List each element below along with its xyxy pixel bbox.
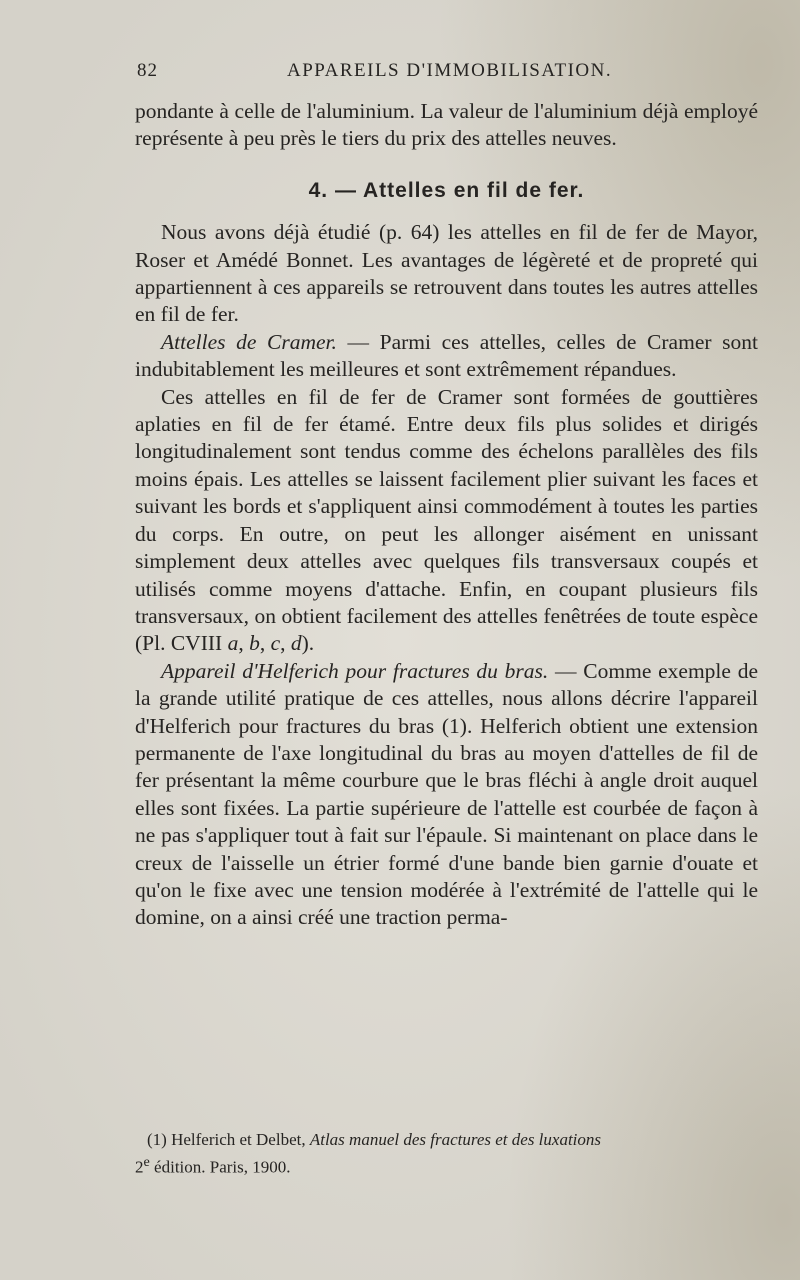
paragraph-cramer-description: Ces attelles en fil de fer de Cramer sont formées de gouttières aplaties en fil de fer étamé. Entre deux fils plus solides et dirigés longitudinalement sont tendus comme des échelons parallèles des fils moins épais. Les attelles se laissent facilement plier suivant les faces et suivant les bords et s'appliquent ainsi commodément à toutes les parties du corps. En outre, on peut les allonger aisément en unissant simplement deux attelles avec quelques fils transversaux coupés et utilisés comme moyens d'attache. Enfin, en coupant plusieurs fils transversaux, on obtient facilement des attelles fenêtrées de toute espèce (Pl. CVIII a, b, c, d). [135,384,758,656]
body-text [135,98,758,932]
plate-ref-b: b [249,631,260,656]
running-title: APPAREILS D'IMMOBILISATION. [287,60,613,81]
plate-ref-a: a [227,631,239,656]
page-header [137,60,757,88]
cramer-text: — Parmi ces attelles, celles de Cramer sont indubitablement les meilleures et sont extrêmement répandues. [135,329,758,382]
paragraph-intro: Nous avons déjà étudié (p. 64) les attelles en fil de fer de Mayor, Roser et Amédé Bonnet. Les avantages de légèreté et de propreté qui appartiennent à ces appareils se retrouvent dans toutes les autres attelles en fil de fer. [135,220,758,327]
footnote-edition-sup: e [143,1154,150,1170]
paragraph-continuation: pondante à celle de l'aluminium. La valeur de l'aluminium déjà employé représente à peu près le tiers du prix des attelles neuves. [135,99,758,151]
cramer-heading: Attelles de Cramer. [161,329,337,354]
footnote-edition [135,1151,758,1179]
cramer-description-text: Ces attelles en fil de fer de Cramer sont formées de gouttières aplaties en fil de fer étamé. Entre deux fils plus solides et dirigés longitudinalement sont tendus comme des échelons parallèles des fils moins épais. Les attelles se laissent facilement plier suivant les faces et suivant les bords et s'appliquent ainsi commodément à toutes les parties du corps. En outre, on peut les allonger aisément en unissant simplement deux attelles avec quelques fils transversaux coupés et utilisés comme moyens d'attache. Enfin, en coupant plusieurs fils transversaux, on obtient facilement des attelles fenêtrées de toute espèce (Pl. CVIII [135,384,758,656]
footnote-text [135,1129,758,1151]
footnote-title: Atlas manuel des fractures et des luxations [309,1130,602,1149]
helferich-heading: Appareil d'Helferich pour fractures du bras. [161,658,549,683]
paragraph-cramer [135,329,758,384]
plate-ref-d: d [290,631,302,656]
plate-ref-c: c [270,631,281,656]
footnote-rest: édition. Paris, 1900. [149,1157,291,1177]
footnote [135,1129,758,1179]
paragraph-helferich [135,658,758,932]
page-number: 82 [137,60,158,81]
footnote-authors: (1) Helferich et Delbet, [147,1130,310,1149]
footnote-edition-number: 2 [135,1157,144,1177]
helferich-text: — Comme exemple de la grande utilité pratique de ces attelles, nous allons décrire l'appareil d'Helferich pour fractures du bras (1). Helferich obtient une extension permanente de l'axe longitudinal du bras au moyen d'attelles de fil de fer présentant la même courbure que le bras fléchi à angle droit auquel elles sont fixées. La partie supérieure de l'attelle est courbée de façon à ne pas s'appliquer tout à fait sur l'épaule. Si maintenant on place dans le creux de l'aisselle un étrier formé d'une bande bien garnie d'ouate et qu'on le fixe avec une tension modérée à l'extrémité de l'attelle qui le domine, on a ainsi créé une traction perma- [135,658,758,930]
section-title: 4. — Attelles en fil de fer. [308,178,585,202]
